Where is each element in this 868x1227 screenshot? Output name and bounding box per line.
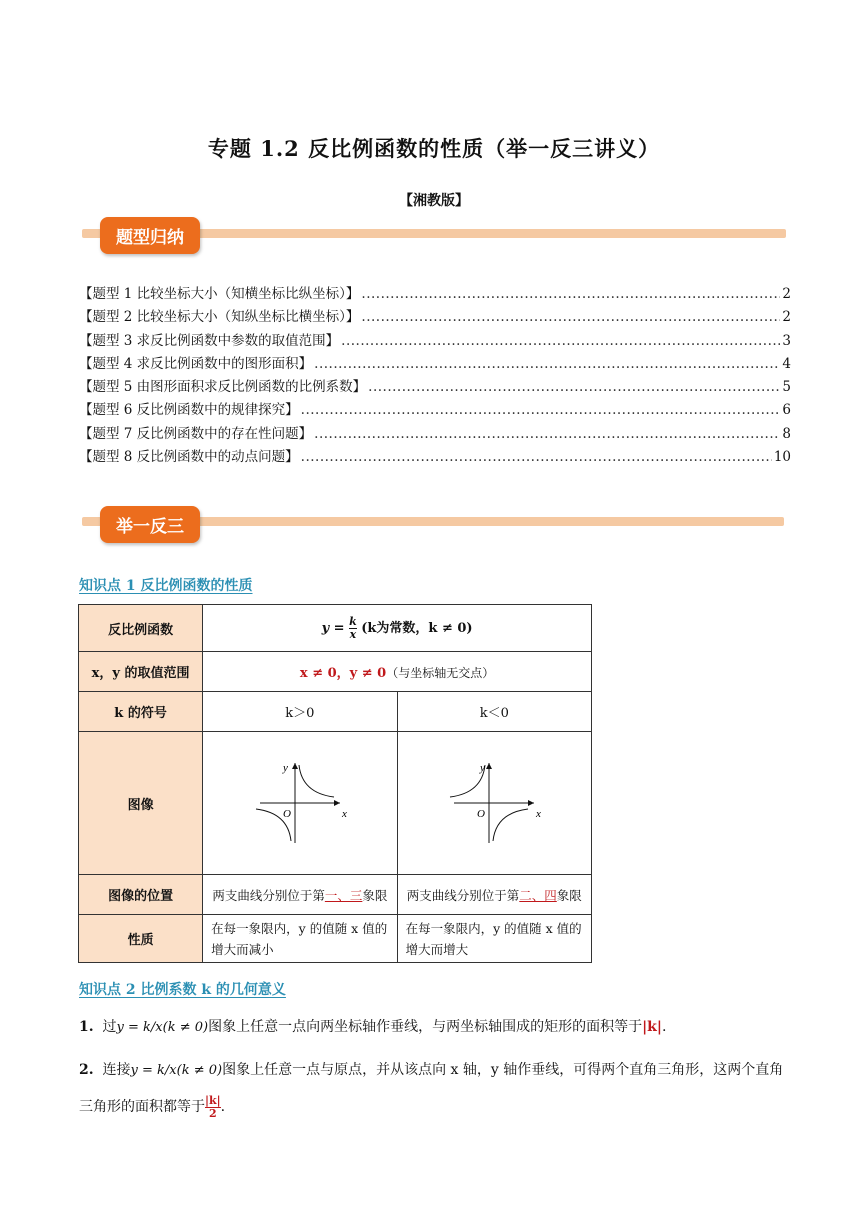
toc-item-page: 4 — [782, 355, 791, 372]
sign-negative: k＜0 — [397, 692, 591, 732]
section-heading-1: 知识点 1 反比例函数的性质 — [79, 578, 253, 594]
paragraph-2: 2. 连接y = k/x(k ≠ 0)图象上任意一点与原点，并从该点向 x 轴，y 轴作垂线，可得两个直角三角形，这两个直角三角形的面积都等于 $\frac{|k|}{2}$ . — [79, 1062, 784, 1120]
section-heading-2: 知识点 2 比例系数 k 的几何意义 — [79, 982, 286, 998]
toc-item-page: 10 — [773, 449, 791, 466]
origin-label: O — [282, 808, 291, 820]
toc-leader-dots — [368, 376, 780, 399]
toc-item-label: 【题型 2 比较坐标大小（知纵坐标比横坐标）】 — [79, 309, 360, 326]
axis-x-label: x — [341, 808, 347, 820]
banner-examples: 举一反三 — [100, 506, 200, 543]
toc-item[interactable] — [79, 306, 791, 329]
toc-item-label: 【题型 4 求反比例函数中的图形面积】 — [79, 355, 313, 372]
properties-table — [78, 604, 592, 963]
toc-leader-dots — [361, 306, 780, 329]
toc-leader-dots — [341, 330, 780, 353]
row-label-range: x，y 的取值范围 — [79, 652, 203, 692]
toc-leader-dots — [361, 283, 780, 306]
hyperbola-negative-graph — [444, 755, 544, 847]
toc-leader-dots — [301, 399, 781, 422]
axis-y-label: y — [282, 762, 288, 774]
toc-item-page: 6 — [782, 402, 791, 419]
toc-item[interactable] — [79, 330, 791, 353]
toc-item-page: 8 — [782, 425, 791, 442]
sign-positive: k＞0 — [203, 692, 397, 732]
axis-y-label: y — [480, 762, 486, 774]
toc-item-label: 【题型 3 求反比例函数中参数的取值范围】 — [79, 332, 340, 349]
toc-item-page: 5 — [782, 379, 791, 396]
toc-leader-dots — [314, 423, 780, 446]
graph-k-positive — [203, 732, 397, 875]
hyperbola-positive-graph — [250, 755, 350, 847]
toc-item-label: 【题型 7 反比例函数中的存在性问题】 — [79, 425, 313, 442]
toc-item-page: 2 — [782, 286, 791, 302]
property-k-positive: 在每一象限内，y 的值随 x 值的增大而减小 — [203, 915, 397, 963]
toc-item[interactable] — [79, 399, 791, 422]
row-label-property: 性质 — [79, 915, 203, 963]
toc-item-label: 【题型 1 比较坐标大小（知横坐标比纵坐标）】 — [79, 286, 360, 302]
toc-item-page: 2 — [782, 309, 791, 326]
position-k-negative: 两支曲线分别位于第二、四象限 — [397, 875, 591, 915]
property-k-negative: 在每一象限内，y 的值随 x 值的增大而增大 — [397, 915, 591, 963]
toc-item-page: 3 — [782, 332, 791, 349]
toc-item[interactable] — [79, 283, 791, 306]
toc-item[interactable] — [79, 353, 791, 376]
graph-k-negative — [397, 732, 591, 875]
axis-x-label: x — [536, 808, 542, 820]
edition-label: 【湘教版】 — [399, 193, 469, 209]
toc-leader-dots — [301, 446, 772, 469]
toc-item[interactable] — [79, 376, 791, 399]
paragraph-1: 1. 过y = k/x(k ≠ 0)图象上任意一点向两坐标轴作垂线，与两坐标轴围成的矩形的面积等于|k|. — [79, 1019, 667, 1035]
toc-item[interactable] — [79, 446, 791, 469]
origin-label: O — [477, 808, 486, 820]
row-label-graph: 图像 — [79, 732, 203, 875]
toc-item[interactable] — [79, 423, 791, 446]
row-label-position: 图像的位置 — [79, 875, 203, 915]
table-of-contents — [79, 283, 791, 469]
position-k-positive: 两支曲线分别位于第一、三象限 — [203, 875, 397, 915]
function-formula: y = $\frac{k}{x}$ (k为常数，k ≠ 0) — [203, 605, 592, 652]
page-title: 专题 1.2 反比例函数的性质（举一反三讲义） — [207, 136, 661, 161]
banner-summary: 题型归纳 — [100, 217, 200, 254]
toc-item-label: 【题型 5 由图形面积求反比例函数的比例系数】 — [79, 379, 367, 396]
toc-item-label: 【题型 8 反比例函数中的动点问题】 — [79, 449, 299, 466]
range-value: x ≠ 0，y ≠ 0（与坐标轴无交点） — [203, 652, 592, 692]
toc-item-label: 【题型 6 反比例函数中的规律探究】 — [79, 402, 299, 419]
toc-leader-dots — [314, 353, 780, 376]
row-label-sign: k 的符号 — [79, 692, 203, 732]
row-label-function: 反比例函数 — [79, 605, 203, 652]
